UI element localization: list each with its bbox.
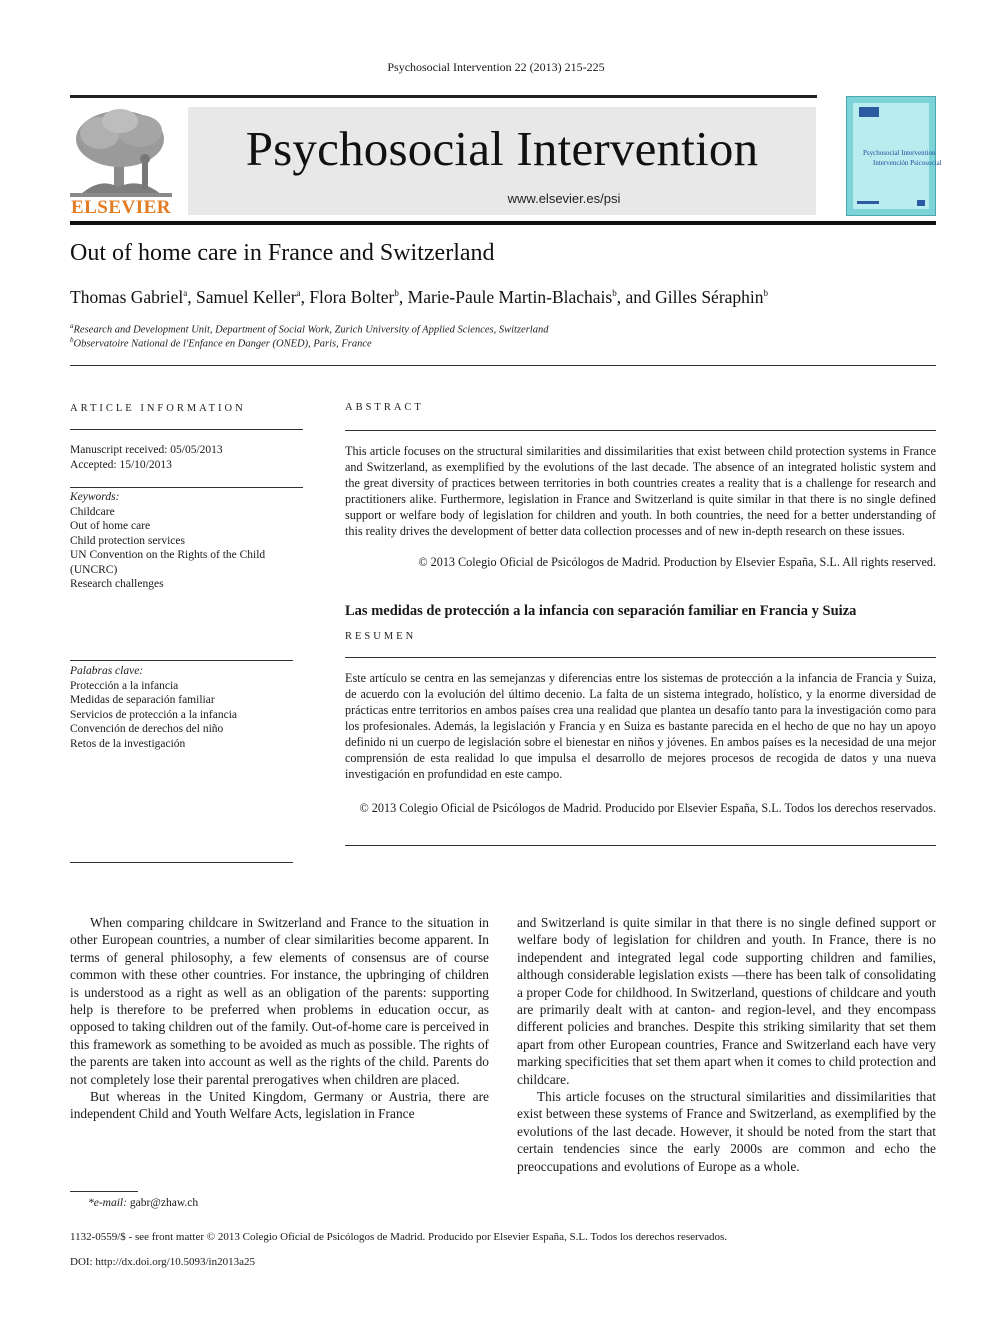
resumen-copyright: © 2013 Colegio Oficial de Psicólogos de Madrid. Producido por Elsevier España, S.L. Todos los derechos reservados. [359,801,936,815]
keyword-item: Research challenges [70,578,164,590]
keyword-item: Child protection services [70,534,185,547]
manuscript-dates [70,443,223,473]
keyword-item: UN Convention on the Rights of the Child [70,549,266,561]
received-date: Manuscript received: 05/05/2013 [70,444,223,456]
keyword-item: Out of home care [70,520,151,532]
keywords-list [70,490,265,592]
affiliation-text: Research and Development Unit, Department of Social Work, Zurich University of Applied Sciences, Switzerland [73,324,549,336]
body-paragraph: When comparing childcare in Switzerland and France to the situation in other European countries, a number of clear similarities become apparent. In terms of general philosophy, a few elements of consensus are of course common with these other countries. For instance, the upbringing of children is understood as a right as well as an obligation of the parents: supporting help is therefore to be preferred when problems in education occur, as opposed to taking children out of the family. Out-of-home care is perceived in this framework as something to be avoided as much as possible. The rights of the parents are taken into account as well as the rights of the child. Parents do not completely lose their parental prerogatives when children are placed. [70,915,489,1087]
resumen-heading: RESUMEN [345,631,417,642]
divider [345,657,936,658]
keyword-item: Childcare [70,505,115,518]
author-separator: , and [616,287,656,307]
divider [345,845,936,846]
journal-cover-thumbnail [846,96,942,216]
body-paragraph: But whereas in the United Kingdom, Germany or Austria, there are independent Child and Youth Welfare Acts, legislation in France [70,1089,489,1122]
author-affiliation-mark: a [183,288,188,299]
article-title: Out of home care in France and Switzerland [70,240,495,266]
author-separator: , [300,287,310,307]
author-separator: , [398,287,408,307]
abstract-heading: ABSTRACT [345,402,424,413]
section-divider [70,365,936,366]
body-column-right [517,914,936,1175]
author-list [70,287,768,308]
doi-link[interactable]: DOI: http://dx.doi.org/10.5093/in2013a25 [70,1256,255,1268]
corresponding-email [88,1197,198,1209]
author-affiliation-mark: b [612,288,617,299]
author-affiliation-mark: b [763,288,769,299]
author-separator: , [187,287,196,307]
resumen-text: Este artículo se centra en las semejanzas y diferencias entre los sistemas de protección a la infancia de Francia y Suiza, de acuerdo con la evolución del último decenio. La falta de un sistema integrado, holístico, y la enorme diversidad de prácticas entre territorios en ambos países crea una realidad que plantea un desafío tanto para la investigación como para los profesionales. Además, la legislación y Francia y en Suiza es bastante parecida en el hecho de que no hay un apoyo definido ni un cuerpo de legislación sobre el bienestar en niños y jóvenes. En ambos países es la necesidad de una mejor comprensión de esta realidad lo que impulsa el desarrollo de mejores procesos de recogida de datos y una nueva investigación en profundidad en este campo. [345,671,936,781]
divider [70,487,303,488]
author-affiliation-mark: b [394,288,399,299]
email-label: *e-mail: [88,1197,127,1209]
author-name: Thomas Gabriel [70,287,184,307]
keyword-items [70,505,265,592]
author-name: Flora Bolter [309,287,395,307]
header-bottom-rule [70,221,936,225]
affiliation-a [70,322,548,336]
cover-title-en: Psychosocial Intervention [863,149,936,157]
cover-footer-bar [857,200,927,206]
body-column-left [70,914,489,1123]
affiliation-b [70,336,372,350]
divider [70,429,303,430]
article-information-heading: ARTICLE INFORMATION [70,403,246,414]
keyword-item: (UNCRC) [70,563,118,576]
email-link[interactable]: gabr@zhaw.ch [129,1197,199,1209]
cover-panel [853,103,942,209]
header-top-rule [70,95,817,98]
body-paragraph: This article focuses on the structural similarities and dissimilarities that exist between these systems of France and Switzerland, as exemplified by the evolutions of the last decade. However, it should be noted from the start that certain tendencies since the early 2000s are common and echo the preoccupations and evolutions of Europe as a whole. [517,1089,936,1174]
affiliation-mark: a [70,322,74,330]
divider [345,430,936,431]
author-affiliation-mark: a [296,288,301,299]
elsevier-wordmark: ELSEVIER [70,197,172,218]
accepted-date: Accepted: 15/10/2013 [70,459,172,471]
keywords-label: Keywords: [70,491,120,503]
abstract-copyright: © 2013 Colegio Oficial de Psicólogos de Madrid. Production by Elsevier España, S.L. All rights reserved. [418,555,936,569]
divider [70,660,293,661]
journal-title: Psychosocial Intervention [245,121,759,176]
author-name: Gilles Séraphin [655,287,764,307]
cover-title-es: Intervención Psicosocial [873,159,942,167]
palabra-clave-item: Medidas de separación familiar [70,694,215,706]
affiliation-text: Observatoire National de l'Enfance en Danger (ONED), Paris, France [73,338,372,350]
spanish-title: Las medidas de protección a la infancia con separación familiar en Francia y Suiza [345,603,857,619]
journal-reference: Psychosocial Intervention 22 (2013) 215-225 [387,60,605,74]
footnote-rule [70,1191,138,1192]
palabra-clave-item: Servicios de protección a la infancia [70,708,237,721]
abstract-text: This article focuses on the structural similarities and dissimilarities that exist between child protection systems in France and Switzerland, as exemplified by the evolutions of the last decade. The absence of an integrated holistic system and the great diversity of practices between territories in both countries creates a reality that is a challenge for research and practitioners alike. Furthermore, legislation in France and Switzerland is quite similar in that there is no single defined support or welfare body of legislation for children and youth. In both countries, the need for a better understanding of this reality drives the development of better data collection processes and of new in-depth research on these issues. [345,444,936,538]
palabras-clave-list [70,664,237,751]
divider [70,862,293,863]
cover-logo-icon [859,107,879,117]
author-name: Samuel Keller [195,287,297,307]
journal-url[interactable]: www.elsevier.es/psi [507,191,621,206]
body-paragraph: and Switzerland is quite similar in that there is no single defined support or welfare body of legislation for children and youth. In France, there is no independent and integrated legal code supporting children and families, although considerable legislation exists —there has been talk of consolidating a proper Code for childhood. In Switzerland, questions of childcare and youth are primarily dealt with at canton- and region-level, and they encompass different policies and branches. Despite this striking similarity that set them apart from other European countries, France and Switzerland each have very marking specificities that set them apart when it comes to child protection and childcare. [517,915,936,1087]
issn-line: 1132-0559/$ - see front matter © 2013 Colegio Oficial de Psicólogos de Madrid. Producido por Elsevier España, S.L. Todos los derechos reservados. [70,1231,728,1243]
palabra-clave-item: Protección a la infancia [70,679,179,692]
palabras-clave-label: Palabras clave: [70,665,144,677]
author-name: Marie-Paule Martin-Blachais [407,287,613,307]
palabras-clave-items [70,679,237,752]
affiliation-mark: b [70,336,74,344]
palabra-clave-item: Convención de derechos del niño [70,723,224,735]
palabra-clave-item: Retos de la investigación [70,737,186,750]
